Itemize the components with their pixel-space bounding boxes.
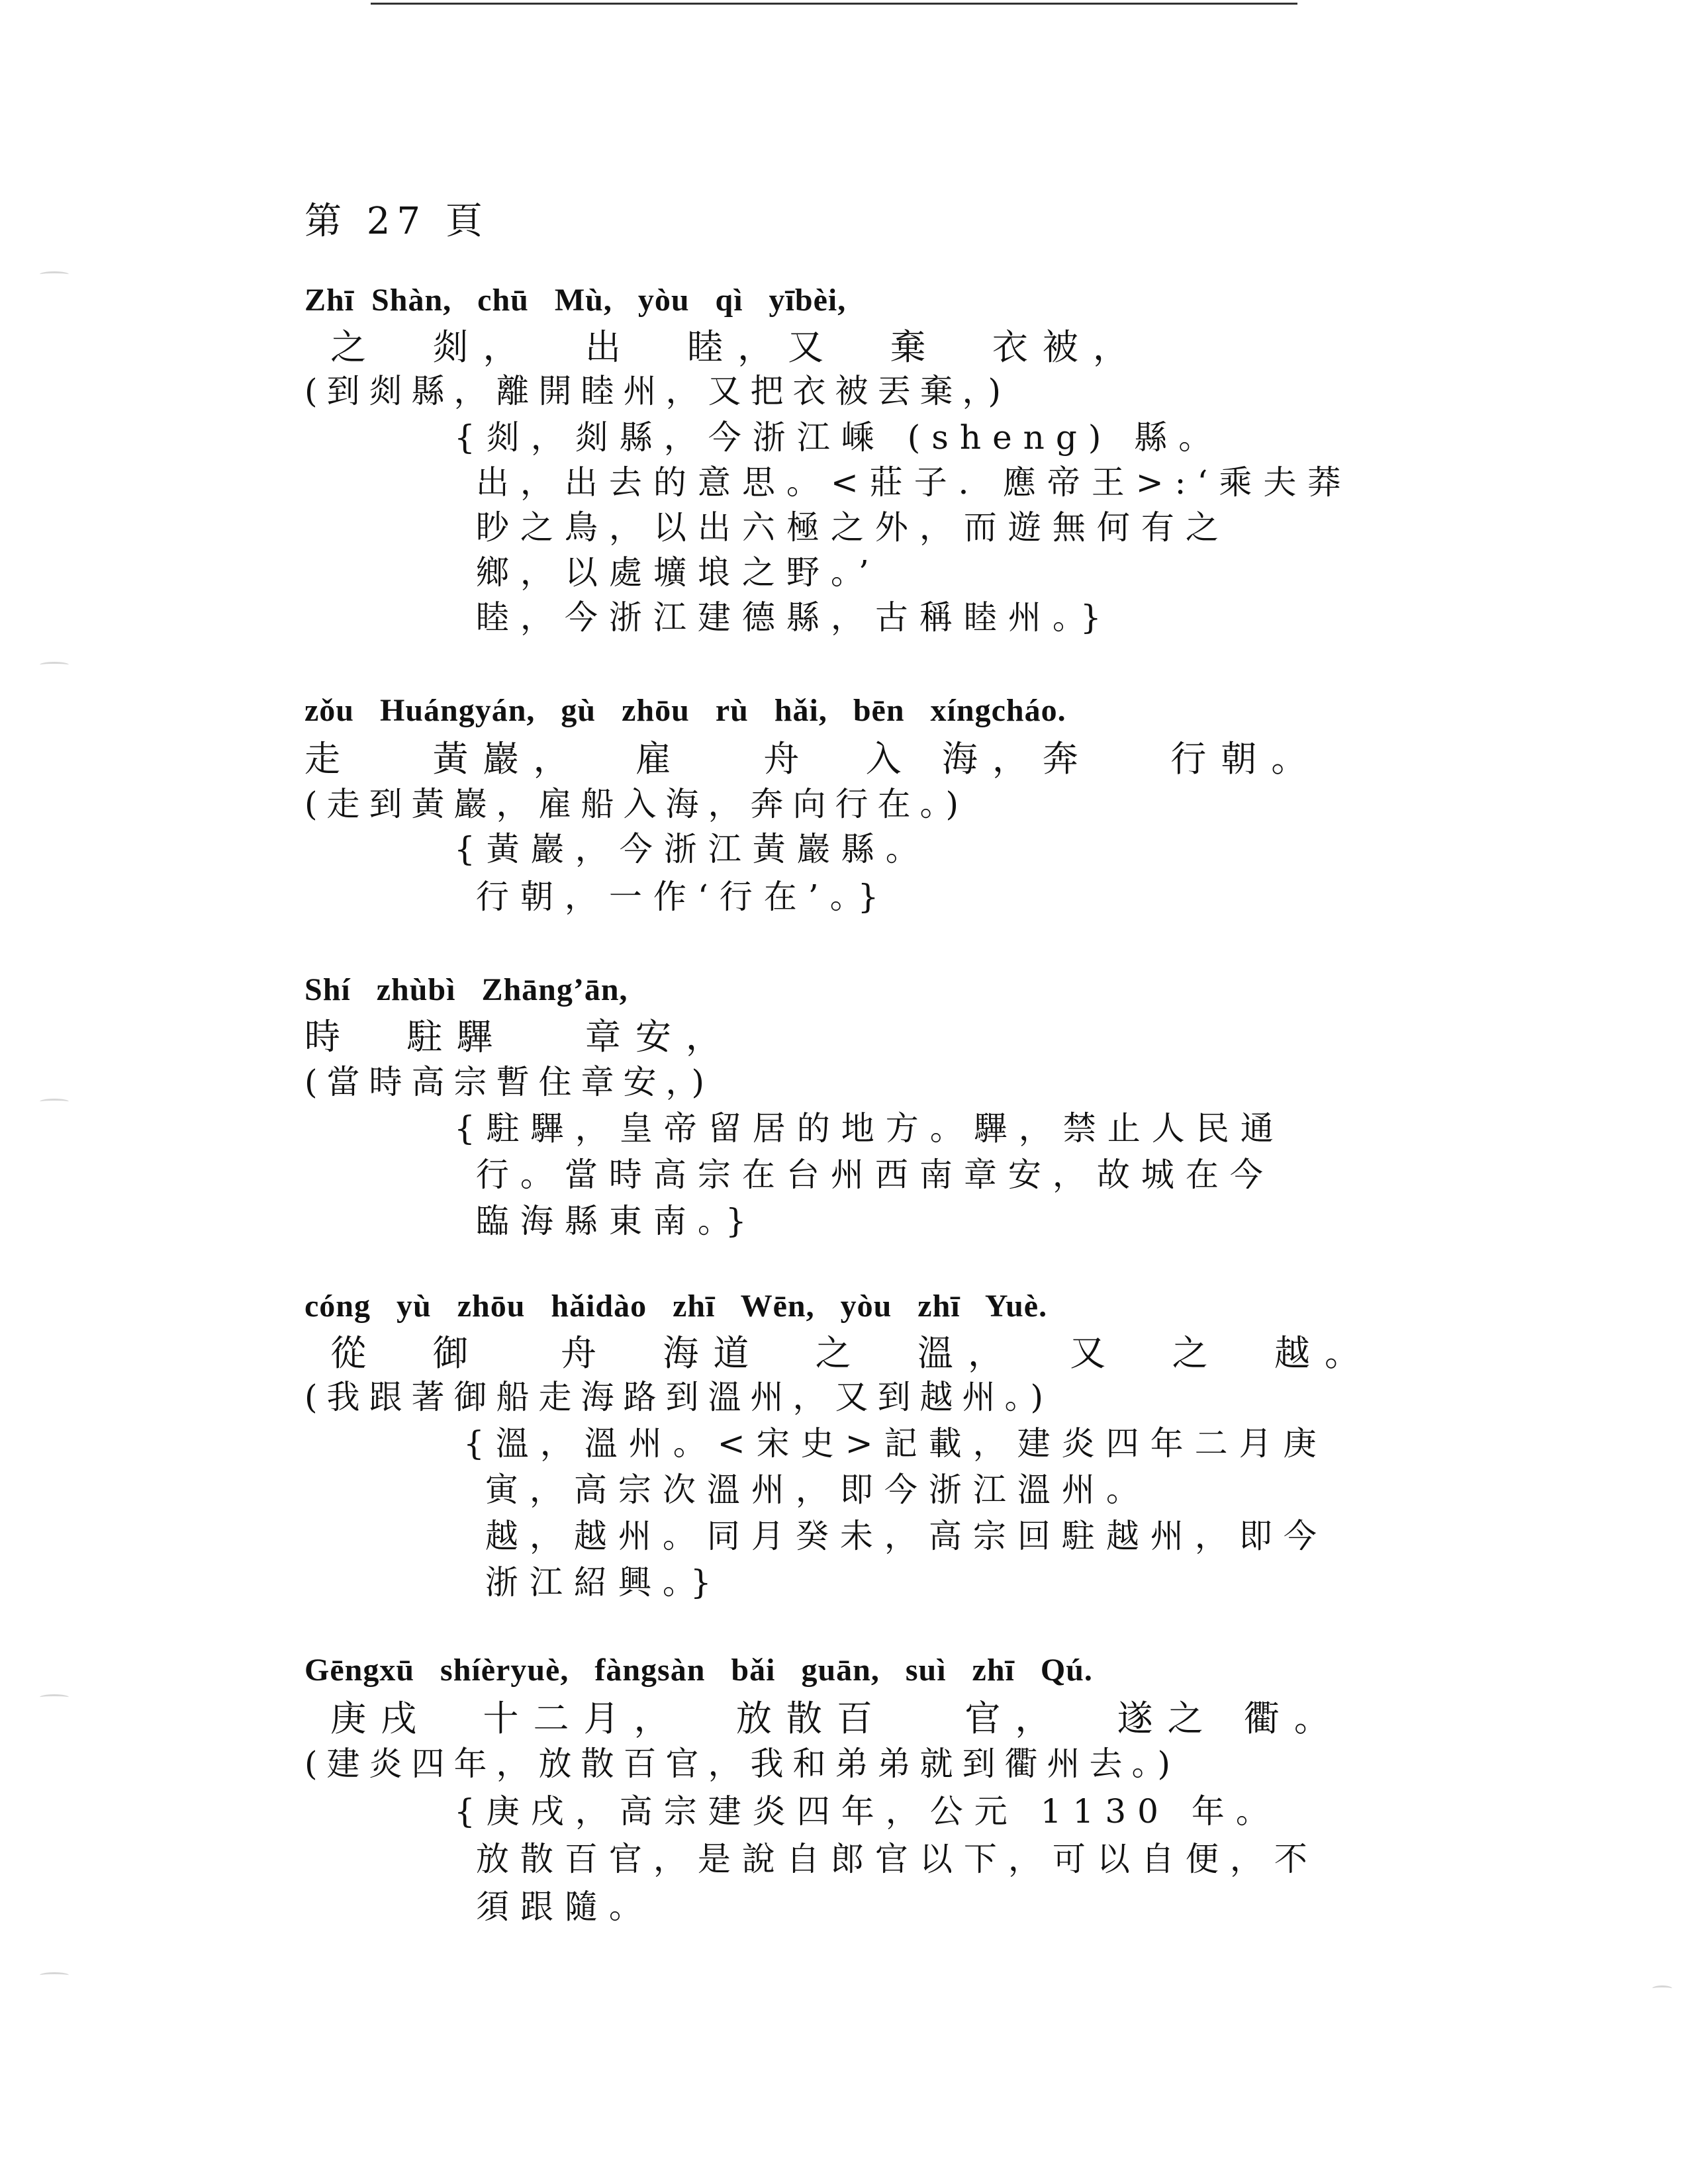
translation-line: (走到黃巖，雇船入海，奔向行在。) — [305, 785, 968, 823]
scan-edge-line — [371, 3, 1297, 5]
scan-edge-mark — [40, 662, 69, 668]
note-line: 越，越州。同月癸未，高宗回駐越州，即今 — [463, 1517, 1328, 1555]
note-line: 鄉，以處壙埌之野。’ — [454, 553, 880, 592]
note-line: 臨海縣東南。} — [454, 1202, 758, 1240]
note-line: {剡，剡縣，今浙江嵊 (sheng) 縣。 — [454, 418, 1223, 457]
note-line: {黃巖，今浙江黃巖縣。 — [454, 830, 930, 868]
note-line: {庚戌，高宗建炎四年，公元 1130 年。 — [454, 1792, 1280, 1831]
hanzi-line: 之 剡， 出 睦，又 棄 衣被， — [305, 326, 1143, 368]
note-line: 行朝，一作‘行在’。} — [454, 878, 890, 916]
note-line: 放散百官，是說自郎官以下，可以自便，不 — [454, 1840, 1319, 1878]
translation-line: (當時高宗暫住章安，) — [305, 1063, 714, 1101]
note-line: 睦，今浙江建德縣，古稱睦州。} — [454, 598, 1113, 637]
hanzi-line: 走 黃巖， 雇 舟 入 海，奔 行朝。 — [305, 738, 1322, 780]
pinyin-line: Shí zhùbì Zhāng’ān, — [305, 972, 628, 1007]
hanzi-line: 庚戌 十二月， 放散百 官， 遂之 衢。 — [305, 1698, 1344, 1739]
scan-edge-mark — [40, 1694, 69, 1700]
pinyin-line: Gēngxū shíèryuè, fàngsàn bǎi guān, suì zhī Qú. — [305, 1653, 1093, 1688]
note-line: {溫，溫州。<宋史>記載，建炎四年二月庚 — [463, 1424, 1328, 1463]
note-line: 寅，高宗次溫州，即今浙江溫州。 — [463, 1471, 1150, 1509]
pinyin-line: Zhī Shàn, chū Mù, yòu qì yībèi, — [305, 283, 847, 318]
note-line: 須跟隨。 — [454, 1888, 653, 1926]
translation-line: (到剡縣，離開睦州，又把衣被丟棄，) — [305, 372, 1011, 410]
pinyin-line: cóng yù zhōu hǎidào zhī Wēn, yòu zhī Yuè. — [305, 1289, 1048, 1324]
note-line: {駐驆，皇帝留居的地方。驆，禁止人民通 — [454, 1109, 1285, 1148]
note-line: 浙江紹興。} — [463, 1563, 723, 1602]
scan-edge-mark — [40, 271, 69, 277]
page-header: 第 27 頁 — [305, 200, 489, 243]
note-line: 行。當時高宗在台州西南章安，故城在今 — [454, 1156, 1274, 1194]
pinyin-line: zǒu Huángyán, gù zhōu rù hǎi, bēn xíngcháo. — [305, 693, 1066, 728]
hanzi-line: 時 駐驆 章安， — [305, 1016, 736, 1058]
note-line: 出，出去的意思。<莊子．應帝王>:‘乘夫莽 — [454, 463, 1352, 502]
scan-edge-mark — [40, 1099, 69, 1105]
scan-edge-mark — [1652, 1985, 1672, 1991]
scan-edge-mark — [40, 1972, 69, 1978]
note-line: 眇之鳥，以出六極之外，而遊無何有之 — [454, 508, 1230, 547]
translation-line: (我跟著御船走海路到溫州，又到越州。) — [305, 1378, 1053, 1416]
hanzi-line: 從 御 舟 海道 之 溫， 又 之 越。 — [305, 1332, 1375, 1374]
translation-line: (建炎四年，放散百官，我和弟弟就到衢州去。) — [305, 1745, 1180, 1783]
